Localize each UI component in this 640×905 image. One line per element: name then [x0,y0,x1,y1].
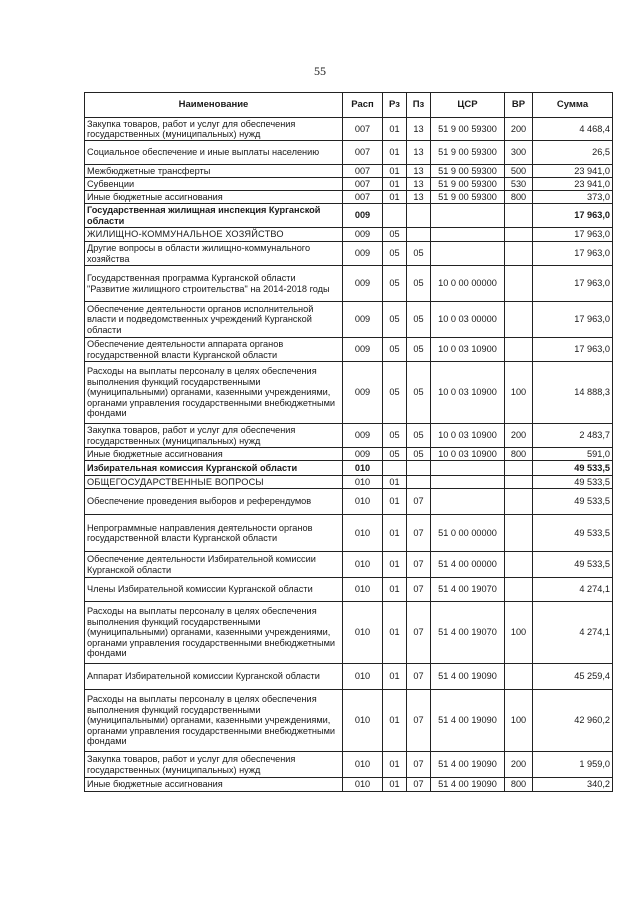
cell-csr: 10 0 03 10900 [431,362,505,424]
cell-pz: 07 [407,552,431,578]
table-row [85,242,613,266]
cell-vr [505,515,533,552]
table-row [85,228,613,242]
table-row [85,602,613,664]
cell-rasp: 007 [343,178,383,191]
cell-rz: 05 [383,448,407,461]
cell-rz: 01 [383,690,407,752]
cell-rz: 01 [383,602,407,664]
cell-sum: 49 533,5 [533,489,613,515]
cell-vr: 800 [505,778,533,792]
cell-rasp: 009 [343,302,383,338]
column-header-pz: Пз [407,93,431,118]
cell-sum: 14 888,3 [533,362,613,424]
cell-rz: 05 [383,266,407,302]
table-row [85,204,613,228]
cell-vr: 530 [505,178,533,191]
cell-sum: 373,0 [533,191,613,204]
cell-name: Избирательная комиссия Курганской области [85,461,343,476]
cell-csr: 51 9 00 59300 [431,191,505,204]
cell-vr: 200 [505,424,533,448]
cell-pz: 05 [407,362,431,424]
cell-vr: 200 [505,118,533,141]
cell-name: Государственная программа Курганской области "Развитие жилищного строительства" на 2014-2018 годы [85,266,343,302]
cell-pz: 07 [407,578,431,602]
cell-vr [505,266,533,302]
cell-pz: 13 [407,141,431,165]
table-row [85,552,613,578]
cell-name: Расходы на выплаты персоналу в целях обеспечения выполнения функций государственными (муниципальными) органами, казенными учреждениями, органами управления государственными внебюджетными фондами [85,362,343,424]
cell-pz [407,476,431,489]
cell-rz: 05 [383,338,407,362]
cell-name: Аппарат Избирательной комиссии Курганской области [85,664,343,690]
table-row [85,424,613,448]
cell-sum: 4 274,1 [533,578,613,602]
cell-pz: 07 [407,489,431,515]
cell-rasp: 010 [343,552,383,578]
cell-csr: 10 0 03 00000 [431,302,505,338]
table-row [85,302,613,338]
cell-csr: 51 9 00 59300 [431,178,505,191]
cell-vr [505,489,533,515]
cell-csr: 51 4 00 19090 [431,664,505,690]
cell-pz [407,228,431,242]
cell-name: ЖИЛИЩНО-КОММУНАЛЬНОЕ ХОЗЯЙСТВО [85,228,343,242]
column-header-csr: ЦСР [431,93,505,118]
cell-rasp: 007 [343,165,383,178]
cell-rz: 01 [383,141,407,165]
table-row [85,178,613,191]
cell-vr [505,338,533,362]
cell-sum: 23 941,0 [533,165,613,178]
cell-rz: 05 [383,228,407,242]
cell-rasp: 010 [343,578,383,602]
cell-name: Иные бюджетные ассигнования [85,778,343,792]
table-row [85,515,613,552]
cell-name: Иные бюджетные ассигнования [85,448,343,461]
column-header-name: Наименование [85,93,343,118]
cell-rasp: 010 [343,778,383,792]
cell-rz [383,204,407,228]
cell-pz: 05 [407,338,431,362]
table-row [85,118,613,141]
cell-sum: 4 468,4 [533,118,613,141]
cell-rasp: 007 [343,141,383,165]
cell-rasp: 009 [343,228,383,242]
cell-pz: 05 [407,302,431,338]
cell-name: Члены Избирательной комиссии Курганской области [85,578,343,602]
cell-csr: 51 4 00 19090 [431,778,505,792]
cell-pz: 07 [407,664,431,690]
cell-rasp: 009 [343,362,383,424]
budget-table [84,92,613,792]
cell-name: Расходы на выплаты персоналу в целях обеспечения выполнения функций государственными (муниципальными) органами, казенными учреждениями, органами управления государственными внебюджетными фондами [85,690,343,752]
cell-rasp: 010 [343,489,383,515]
page-number: 55 [314,64,326,78]
cell-vr [505,302,533,338]
cell-rz: 01 [383,778,407,792]
column-header-vr: ВР [505,93,533,118]
cell-rasp: 010 [343,752,383,778]
cell-rasp: 010 [343,515,383,552]
cell-name: Социальное обеспечение и иные выплаты населению [85,141,343,165]
cell-sum: 26,5 [533,141,613,165]
cell-sum: 17 963,0 [533,228,613,242]
cell-pz: 07 [407,690,431,752]
cell-vr: 100 [505,362,533,424]
cell-pz: 13 [407,118,431,141]
cell-rasp: 010 [343,461,383,476]
table-row [85,362,613,424]
column-header-rasp: Расп [343,93,383,118]
table-row [85,448,613,461]
column-header-rz: Рз [383,93,407,118]
table-row [85,141,613,165]
cell-vr: 100 [505,690,533,752]
table-row [85,578,613,602]
cell-name: Обеспечение деятельности аппарата органов государственной власти Курганской области [85,338,343,362]
cell-csr: 51 4 00 19070 [431,578,505,602]
cell-name: ОБЩЕГОСУДАРСТВЕННЫЕ ВОПРОСЫ [85,476,343,489]
cell-vr: 800 [505,448,533,461]
cell-pz: 05 [407,448,431,461]
cell-sum: 45 259,4 [533,664,613,690]
cell-csr: 10 0 03 10900 [431,448,505,461]
cell-rasp: 010 [343,602,383,664]
cell-pz: 05 [407,242,431,266]
table-row [85,461,613,476]
cell-name: Обеспечение проведения выборов и референдумов [85,489,343,515]
cell-rz [383,461,407,476]
cell-name: Межбюджетные трансферты [85,165,343,178]
cell-name: Расходы на выплаты персоналу в целях обеспечения выполнения функций государственными (муниципальными) органами, казенными учреждениями, органами управления государственными внебюджетными фондами [85,602,343,664]
cell-vr: 300 [505,141,533,165]
cell-name: Субвенции [85,178,343,191]
cell-csr [431,476,505,489]
cell-rz: 01 [383,178,407,191]
cell-vr [505,664,533,690]
cell-sum: 17 963,0 [533,338,613,362]
cell-rz: 01 [383,476,407,489]
cell-pz: 05 [407,266,431,302]
cell-rasp: 009 [343,204,383,228]
cell-vr [505,242,533,266]
cell-rasp: 007 [343,118,383,141]
cell-rz: 01 [383,489,407,515]
cell-pz: 05 [407,424,431,448]
cell-rz: 01 [383,664,407,690]
table-row [85,191,613,204]
cell-name: Государственная жилищная инспекция Курганской области [85,204,343,228]
cell-sum: 2 483,7 [533,424,613,448]
cell-rasp: 010 [343,690,383,752]
cell-rz: 01 [383,118,407,141]
cell-rasp: 010 [343,476,383,489]
column-header-sum: Сумма [533,93,613,118]
cell-pz: 07 [407,515,431,552]
cell-rasp: 009 [343,338,383,362]
cell-vr: 100 [505,602,533,664]
cell-rz: 01 [383,191,407,204]
cell-pz [407,204,431,228]
cell-sum: 340,2 [533,778,613,792]
cell-name: Закупка товаров, работ и услуг для обеспечения государственных (муниципальных) нужд [85,424,343,448]
cell-pz: 07 [407,752,431,778]
cell-sum: 4 274,1 [533,602,613,664]
cell-rasp: 009 [343,242,383,266]
cell-name: Другие вопросы в области жилищно-коммунального хозяйства [85,242,343,266]
cell-name: Закупка товаров, работ и услуг для обеспечения государственных (муниципальных) нужд [85,752,343,778]
table-header-row [85,93,613,118]
cell-csr: 10 0 03 10900 [431,424,505,448]
cell-sum: 49 533,5 [533,515,613,552]
cell-csr: 10 0 03 10900 [431,338,505,362]
cell-pz: 07 [407,602,431,664]
cell-csr: 51 0 00 00000 [431,515,505,552]
cell-rz: 01 [383,515,407,552]
cell-sum: 591,0 [533,448,613,461]
cell-name: Иные бюджетные ассигнования [85,191,343,204]
table-row [85,165,613,178]
cell-rz: 01 [383,165,407,178]
cell-rz: 01 [383,552,407,578]
cell-vr [505,578,533,602]
cell-rasp: 010 [343,664,383,690]
cell-rz: 01 [383,752,407,778]
cell-csr: 10 0 00 00000 [431,266,505,302]
cell-sum: 1 959,0 [533,752,613,778]
cell-vr [505,552,533,578]
table-row [85,752,613,778]
cell-sum: 49 533,5 [533,461,613,476]
cell-csr [431,461,505,476]
table-row [85,266,613,302]
cell-csr [431,489,505,515]
cell-pz: 13 [407,191,431,204]
cell-rasp: 009 [343,424,383,448]
cell-sum: 42 960,2 [533,690,613,752]
cell-csr [431,228,505,242]
cell-name: Обеспечение деятельности Избирательной комиссии Курганской области [85,552,343,578]
cell-csr: 51 4 00 19070 [431,602,505,664]
cell-sum: 17 963,0 [533,204,613,228]
cell-pz: 07 [407,778,431,792]
cell-csr [431,242,505,266]
cell-rasp: 007 [343,191,383,204]
cell-csr: 51 9 00 59300 [431,165,505,178]
cell-rz: 05 [383,302,407,338]
table-row [85,489,613,515]
cell-rasp: 009 [343,266,383,302]
cell-sum: 17 963,0 [533,242,613,266]
table-row [85,778,613,792]
cell-sum: 49 533,5 [533,552,613,578]
cell-sum: 49 533,5 [533,476,613,489]
table-row [85,664,613,690]
cell-csr: 51 4 00 00000 [431,552,505,578]
cell-csr [431,204,505,228]
cell-name: Непрограммные направления деятельности органов государственной власти Курганской области [85,515,343,552]
cell-vr: 800 [505,191,533,204]
cell-csr: 51 9 00 59300 [431,118,505,141]
cell-rz: 05 [383,362,407,424]
cell-pz: 13 [407,178,431,191]
cell-pz [407,461,431,476]
cell-vr [505,204,533,228]
cell-rz: 05 [383,242,407,266]
cell-name: Закупка товаров, работ и услуг для обеспечения государственных (муниципальных) нужд [85,118,343,141]
cell-rasp: 009 [343,448,383,461]
cell-vr [505,228,533,242]
cell-name: Обеспечение деятельности органов исполнительной власти и подведомственных учреждений Курганской области [85,302,343,338]
table-row [85,690,613,752]
cell-rz: 01 [383,578,407,602]
cell-vr [505,476,533,489]
cell-sum: 23 941,0 [533,178,613,191]
cell-rz: 05 [383,424,407,448]
cell-csr: 51 4 00 19090 [431,752,505,778]
cell-csr: 51 4 00 19090 [431,690,505,752]
table-row [85,476,613,489]
cell-vr: 200 [505,752,533,778]
cell-pz: 13 [407,165,431,178]
cell-vr [505,461,533,476]
table-row [85,338,613,362]
cell-vr: 500 [505,165,533,178]
cell-sum: 17 963,0 [533,302,613,338]
cell-csr: 51 9 00 59300 [431,141,505,165]
cell-sum: 17 963,0 [533,266,613,302]
